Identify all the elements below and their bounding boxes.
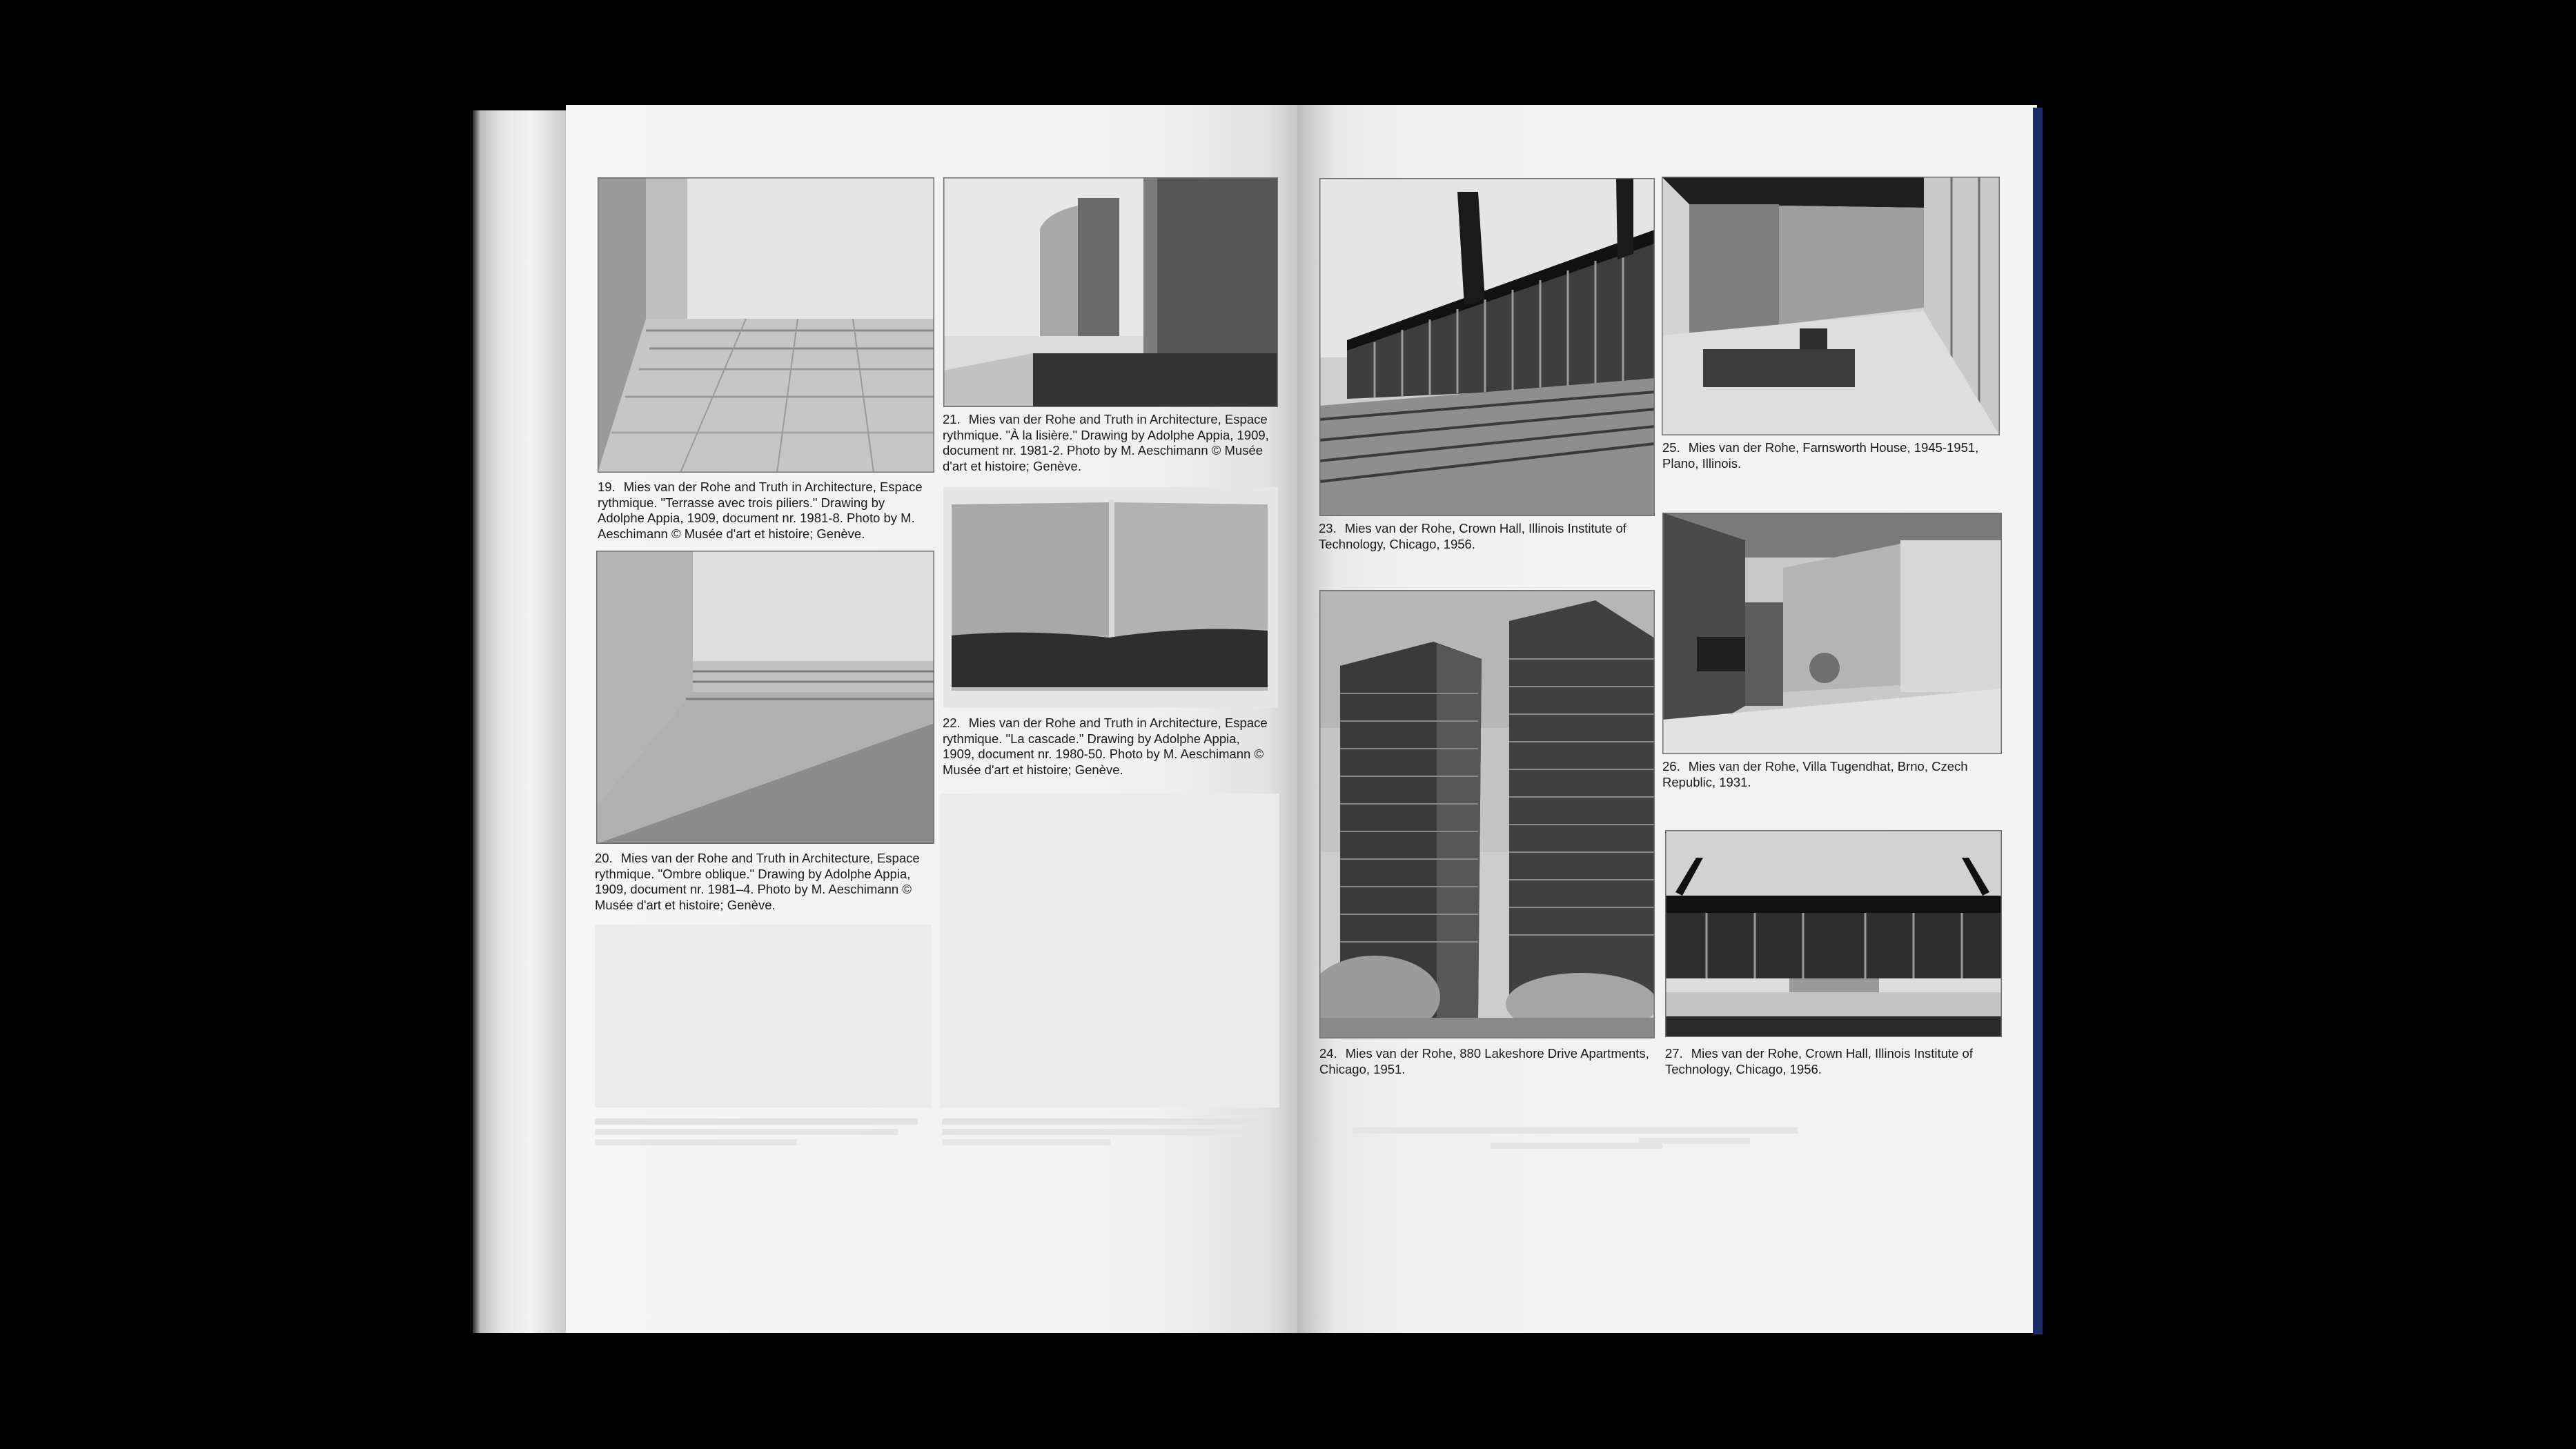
caption-text: Mies van der Rohe and Truth in Architecture, Espace rythmique. "Ombre oblique." Drawing by Adolphe Appia, 1909, document nr. 1981–4. Photo by M. Aeschimann © Musée d'art et histoire; Genève. [595, 851, 920, 912]
show-through-text [942, 1114, 1279, 1157]
figure-20-caption [595, 851, 933, 913]
show-through-block [595, 925, 932, 1107]
caption-text: Mies van der Rohe, Villa Tugendhat, Brno, Czech Republic, 1931. [1662, 759, 1968, 789]
figure-24-caption [1319, 1046, 1655, 1077]
figure-27-image [1665, 830, 2002, 1037]
figure-25-caption [1662, 440, 1994, 471]
caption-text: Mies van der Rohe, Crown Hall, Illinois Institute of Technology, Chicago, 1956. [1665, 1046, 1973, 1076]
caption-text: Mies van der Rohe, Crown Hall, Illinois Institute of Technology, Chicago, 1956. [1319, 521, 1626, 551]
figure-number: 27. [1665, 1046, 1683, 1061]
caption-text: Mies van der Rohe, Farnsworth House, 1945-1951, Plano, Illinois. [1662, 440, 1979, 471]
figure-21-caption [943, 412, 1272, 474]
page-block-edges [473, 110, 569, 1333]
figure-number: 24. [1319, 1046, 1337, 1061]
show-through-text [1639, 1123, 1798, 1151]
figure-19-image [598, 177, 934, 473]
figure-21-image [943, 177, 1278, 407]
figure-22-image [943, 487, 1278, 708]
show-through-text [595, 1114, 932, 1157]
show-through-text [1491, 1138, 1663, 1152]
figure-23-image [1319, 178, 1655, 516]
caption-text: Mies van der Rohe and Truth in Architecture, Espace rythmique. "À la lisière." Drawing by Adolphe Appia, 1909, document nr. 1981-2. Photo by M. Aeschimann © Musée d'art et histoire; Genève. [943, 412, 1269, 473]
figure-26-image [1662, 513, 2002, 754]
figure-number: 20. [595, 851, 613, 865]
figure-number: 25. [1662, 440, 1680, 455]
figure-number: 23. [1319, 521, 1337, 535]
figure-26-caption [1662, 759, 1994, 790]
figure-19-caption [598, 480, 934, 542]
figure-number: 22. [943, 716, 961, 730]
figure-27-caption [1665, 1046, 1996, 1077]
figure-22-caption [943, 716, 1272, 778]
figure-number: 21. [943, 412, 961, 426]
figure-23-caption [1319, 521, 1654, 552]
show-through-block [940, 793, 1279, 1107]
figure-number: 19. [598, 480, 616, 494]
caption-text: Mies van der Rohe and Truth in Architecture, Espace rythmique. "La cascade." Drawing by Adolphe Appia, 1909, document nr. 1980-50. Photo by M. Aeschimann © Musée d'art et histoire; Genève. [943, 716, 1268, 777]
figure-25-image [1662, 177, 2000, 435]
figure-20-image [596, 551, 934, 844]
figure-24-image [1319, 590, 1655, 1038]
book-cover-edge [2033, 108, 2043, 1334]
caption-text: Mies van der Rohe and Truth in Architecture, Espace rythmique. "Terrasse avec trois piliers." Drawing by Adolphe Appia, 1909, document nr. 1981-8. Photo by M. Aeschimann © Musée d'art et histoire; Genève. [598, 480, 923, 541]
figure-number: 26. [1662, 759, 1680, 773]
caption-text: Mies van der Rohe, 880 Lakeshore Drive Apartments, Chicago, 1951. [1319, 1046, 1649, 1076]
